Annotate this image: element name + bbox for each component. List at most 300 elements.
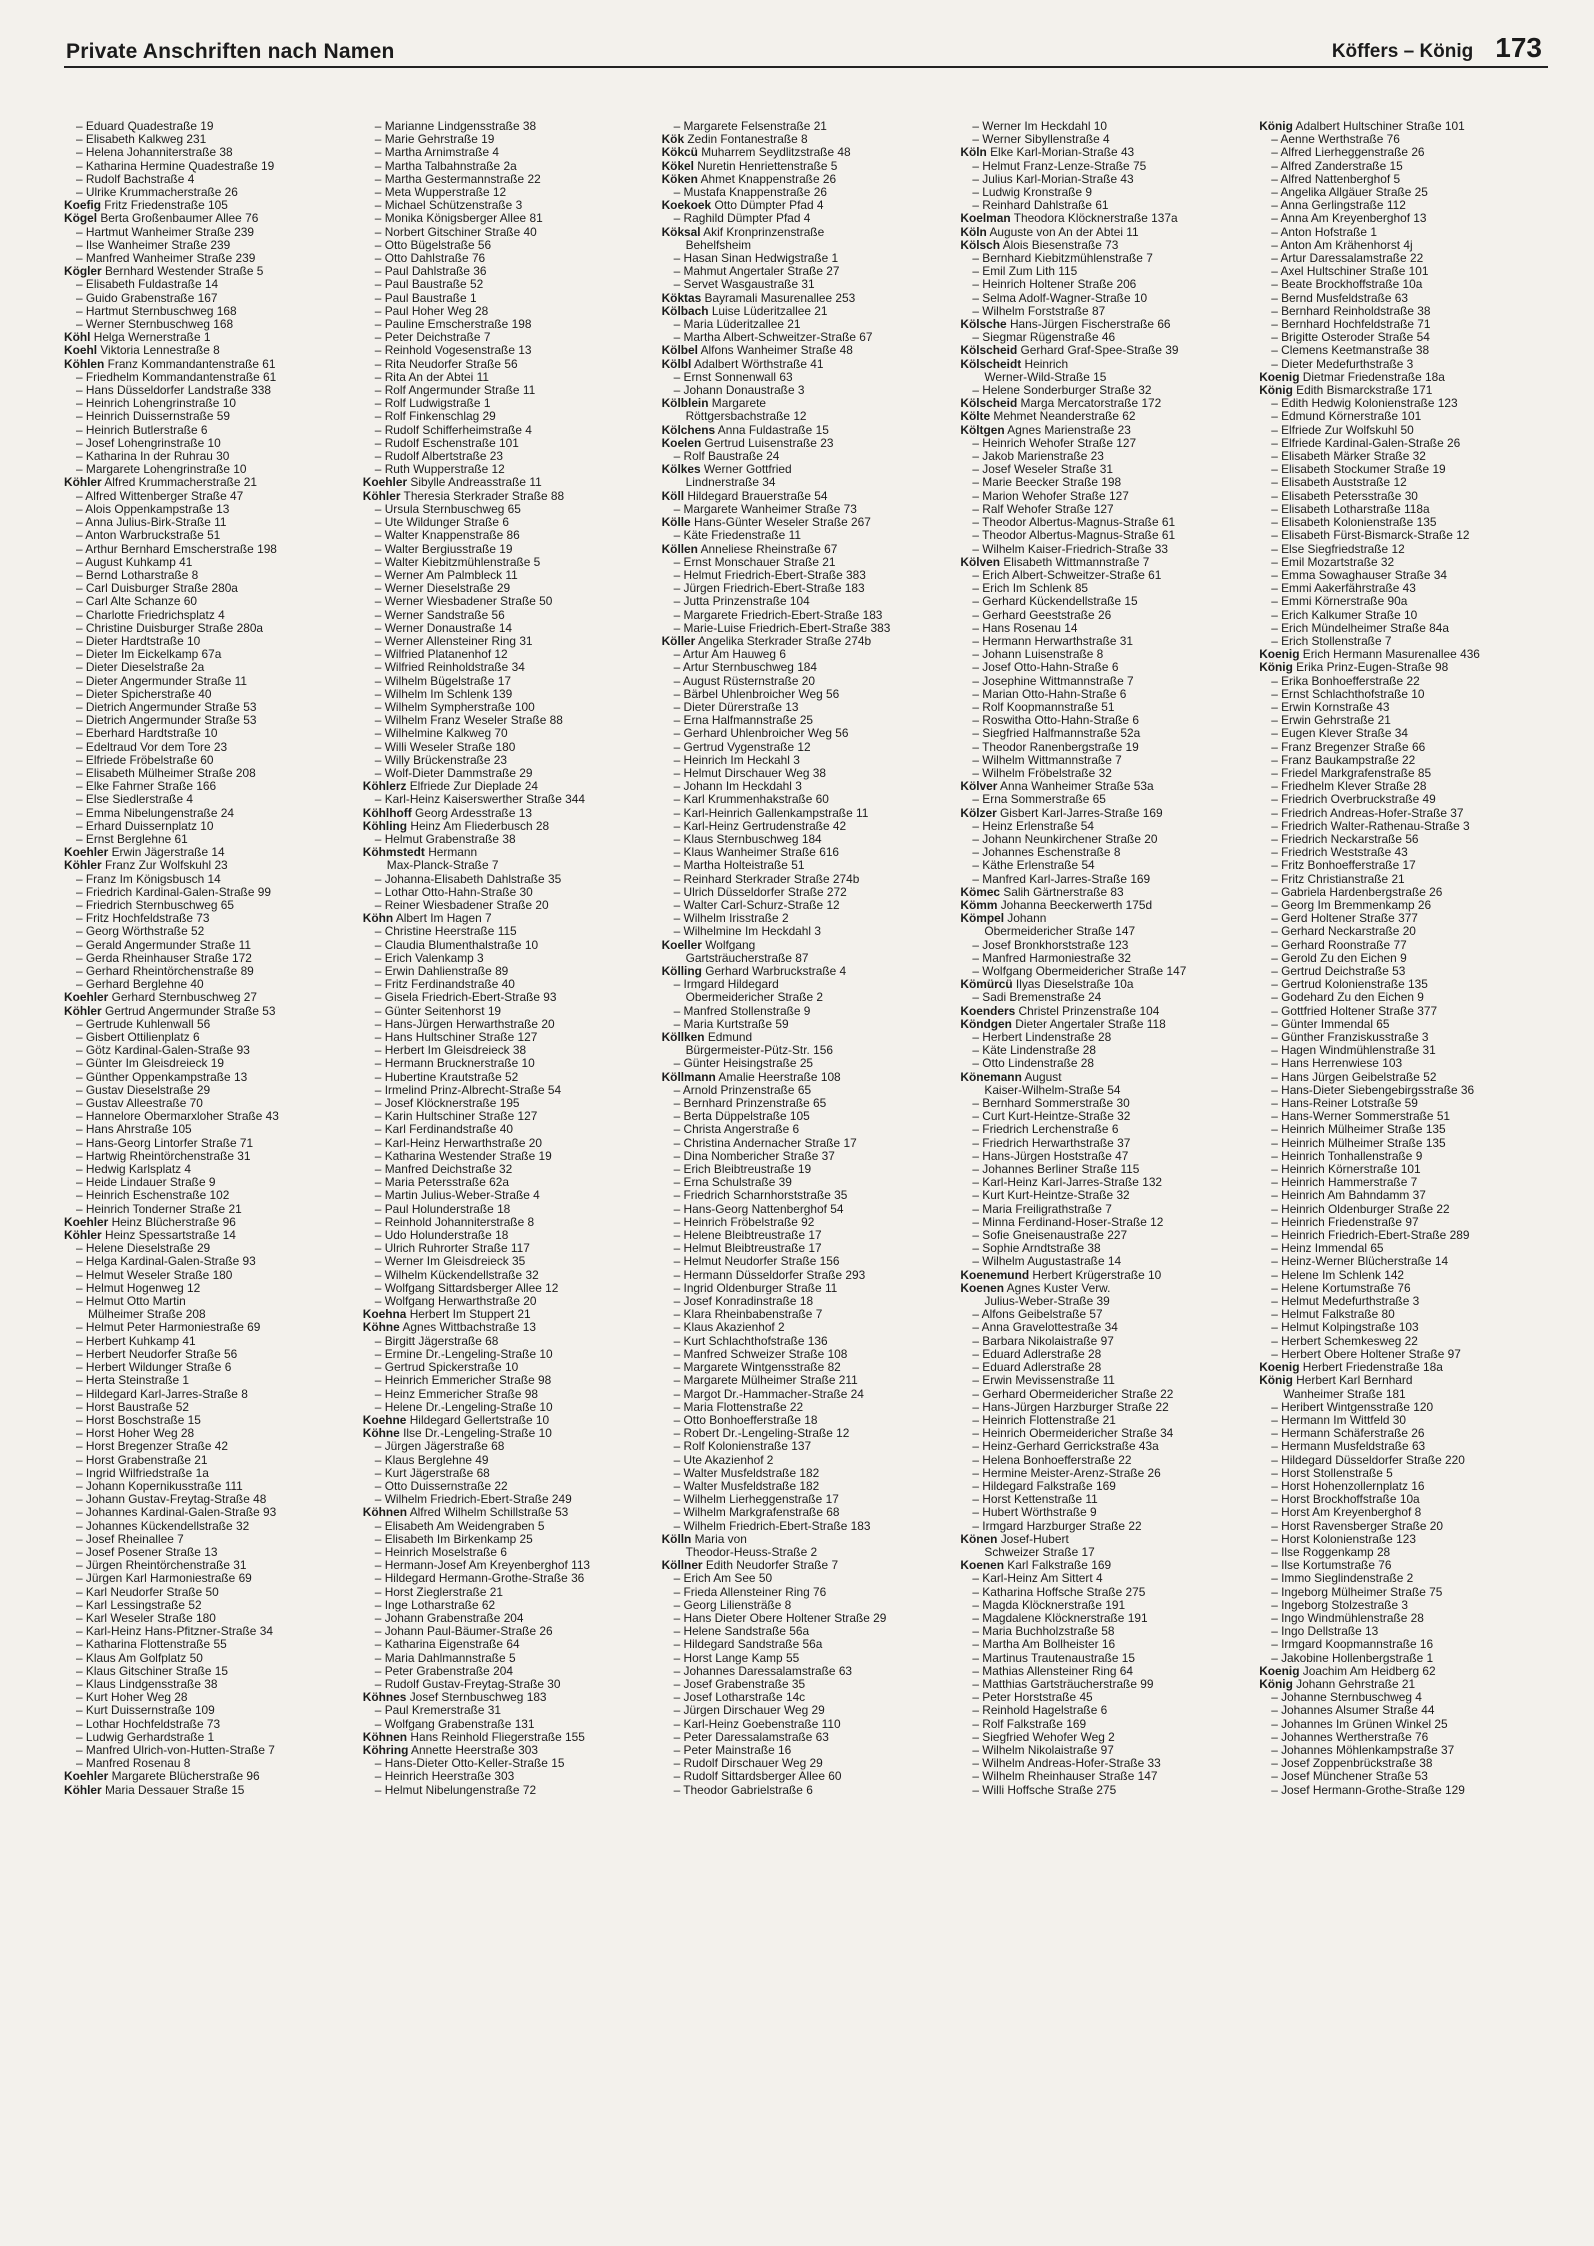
person-entry: – Elisabeth Fürst-Bismarck-Straße 12: [1271, 528, 1470, 543]
person-entry: – Anna Gravelottestraße 34: [972, 1320, 1118, 1335]
entry-text: Herbert Karl Bernhard: [1292, 1373, 1413, 1388]
person-entry: – Else Siedlerstraße 4: [76, 792, 193, 807]
person-entry: – Reiner Wiesbadener Straße 20: [374, 897, 549, 912]
person-entry: – Christine Heerstraße 115: [374, 924, 517, 939]
person-entry: – Herbert Wildunger Straße 6: [76, 1360, 232, 1375]
person-entry: – Jürgen Friedrich-Ebert-Straße 183: [673, 581, 865, 596]
person-entry: – Wilhelmine Im Heckdahl 3: [673, 924, 821, 939]
person-entry: – Wilhelm Andreas-Hofer-Straße 33: [972, 1756, 1161, 1771]
person-entry: – Berta Düppelstraße 105: [673, 1109, 810, 1124]
surname: Köllen: [661, 541, 698, 556]
surname: Köhl: [64, 330, 91, 345]
entry-text: Erika Prinz-Eugen-Straße 98: [1292, 660, 1449, 675]
person-entry: – Klaus Lindgensstraße 38: [76, 1676, 218, 1691]
person-entry: – Elisabeth Fuldastraße 14: [76, 277, 219, 292]
entry-text: Muharrem Seydlitzstraße 48: [697, 145, 851, 160]
surname-entry: [1259, 661, 1548, 674]
person-entry: – Selma Adolf-Wagner-Straße 10: [972, 290, 1148, 305]
person-entry: – Hildegard Falkstraße 169: [972, 1478, 1116, 1493]
person-entry: – Marie Beecker Straße 198: [972, 475, 1122, 490]
surname: Koenig: [1259, 369, 1300, 384]
person-entry: – Heinrich Hammerstraße 7: [1271, 1175, 1418, 1190]
person-entry: – Paul Baustraße 52: [374, 277, 484, 292]
person-entry: – Elfriede Kardinal-Galen-Straße 26: [1271, 435, 1461, 450]
person-entry: – Robert Dr.-Lengeling-Straße 12: [673, 1426, 850, 1441]
person-entry: – Angelika Allgäuer Straße 25: [1271, 185, 1428, 200]
person-entry: – Maria Freiligrathstraße 7: [972, 1201, 1112, 1216]
person-entry: – Friedhelm Klever Straße 28: [1271, 779, 1427, 794]
person-entry: – Reinhard Dahlstraße 61: [972, 198, 1109, 213]
entry-text: Otto Dümpter Pfad 4: [711, 198, 824, 213]
entry-text: Albert Im Hagen 7: [393, 911, 492, 926]
surname: Koeller: [661, 937, 702, 952]
surname: Kölbl: [661, 356, 692, 371]
person-entry: – Margarete Felsenstraße 21: [673, 120, 827, 133]
person-entry: – Helene Dieselstraße 29: [76, 1241, 211, 1256]
listing-column: [1259, 120, 1548, 1797]
person-entry: – Hermann-Josef Am Kreyenberghof 113: [374, 1558, 591, 1573]
entry-text: Alfred Krummacherstraße 21: [101, 475, 257, 490]
person-entry: – Heinrich Wehofer Straße 127: [972, 435, 1137, 450]
entry-text: Dietmar Friedenstraße 18a: [1299, 369, 1445, 384]
person-entry: – Erwin Kornstraße 43: [1271, 699, 1390, 714]
person-entry: – Friedrich Weststraße 43: [1271, 845, 1408, 860]
person-entry: – Maria Buchholzstraße 58: [972, 1624, 1115, 1639]
surname: Koehna: [362, 1307, 407, 1322]
surname: Köken: [661, 171, 698, 186]
person-entry: – Werner Donaustraße 14: [374, 620, 513, 635]
person-entry: – Heinrich Duissernstraße 59: [76, 409, 230, 424]
person-entry: – Friedrich Sternbuschweg 65: [76, 897, 234, 912]
person-entry: – Heinz-Werner Blücherstraße 14: [1271, 1254, 1449, 1269]
surname: Koehler: [64, 990, 109, 1005]
person-entry: – Horst Bregenzer Straße 42: [76, 1439, 229, 1454]
surname: Köll: [661, 488, 685, 503]
person-entry: – Marie Gehrstraße 19: [374, 132, 495, 147]
person-entry: – Martha Am Bollheister 16: [972, 1637, 1116, 1652]
entry-text: Akif Kronprinzenstraße: [700, 224, 825, 239]
entry-text: Alois Biesenstraße 73: [1000, 237, 1119, 252]
entry-text: Gerhard Warbruckstraße 4: [701, 964, 847, 978]
person-entry: – Gerhard Roonstraße 77: [1271, 937, 1407, 952]
entry-text: Josef-Hubert: [997, 1531, 1069, 1546]
entry-text: Annette Heerstraße 303: [408, 1742, 538, 1757]
person-entry: – Heinrich Am Bahndamm 37: [1271, 1188, 1426, 1203]
person-entry: – Erich Im Schlenk 85: [972, 581, 1089, 596]
person-entry: – Klaus Akazienhof 2: [673, 1320, 785, 1335]
person-entry: – Manfred Deichstraße 32: [374, 1162, 513, 1177]
person-entry: – Eduard Adlerstraße 28: [972, 1346, 1102, 1361]
person-entry: – Wilhelm Rheinhauser Straße 147: [972, 1769, 1158, 1784]
person-entry: – Marian Otto-Hahn-Straße 6: [972, 686, 1127, 701]
person-entry: – Johannes Berliner Straße 115: [972, 1162, 1140, 1177]
person-entry: – Helene Kortumstraße 76: [1271, 1280, 1411, 1295]
entry-text: Elfriede Zur Dieplade 24: [406, 779, 538, 794]
person-entry: – Udo Holunderstraße 18: [374, 1228, 509, 1243]
surname: Köhlen: [64, 356, 105, 371]
person-entry: – Karl Ferdinandstraße 40: [374, 1122, 513, 1137]
person-entry: – Artur Daressalamstraße 22: [1271, 251, 1424, 266]
person-entry: – Friedrich Overbruckstraße 49: [1271, 792, 1436, 807]
entry-text: Franz Kommandantenstraße 61: [104, 356, 276, 371]
person-entry: – Gerold Zu den Eichen 9: [1271, 950, 1407, 965]
person-entry: – Werner Dieselstraße 29: [374, 581, 511, 596]
header-right: [1332, 32, 1542, 64]
person-entry: – Wilhelm Wittmannstraße 7: [972, 752, 1122, 767]
surname: Koehler: [64, 845, 109, 860]
surname-entry: [363, 490, 652, 503]
entry-text: Bernhard Westender Straße 5: [101, 264, 264, 279]
surname: Koefig: [64, 198, 101, 213]
person-entry: – Marion Wehofer Straße 127: [972, 488, 1129, 503]
person-entry: – Heinrich Flottenstraße 21: [972, 1412, 1116, 1427]
entry-text: August: [1021, 1069, 1062, 1084]
person-entry: – Hans Jürgen Geibelstraße 52: [1271, 1069, 1437, 1084]
person-entry: – Barbara Nikolaistraße 97: [972, 1333, 1114, 1348]
person-entry: – Ludwig Gerhardstraße 1: [76, 1729, 215, 1744]
person-entry: – Helmut Nibelungenstraße 72: [374, 1782, 537, 1797]
surname-entry: [64, 358, 353, 371]
person-entry: – Immo Sieglindenstraße 2: [1271, 1571, 1414, 1586]
surname-entry: [662, 490, 951, 503]
listing-column: [960, 120, 1249, 1797]
entry-text: Auguste von An der Abtei 11: [986, 224, 1139, 239]
person-entry: – Johannes Eschenstraße 8: [972, 845, 1121, 860]
person-entry: – Ermine Dr.-Lengeling-Straße 10: [374, 1346, 553, 1361]
entry-text: Luise Lüderitzallee 21: [708, 303, 828, 318]
person-entry: – Bernhard Prinzenstraße 65: [673, 1096, 827, 1111]
person-entry: – Heinrich Moselstraße 6: [374, 1544, 507, 1559]
person-entry: – Heinrich Heerstraße 303: [374, 1769, 515, 1784]
entry-text: Adalbert Hultschiner Straße 101: [1292, 120, 1465, 133]
entry-text: Karl Falkstraße 169: [1004, 1558, 1112, 1573]
entry-text: Anna Fuldastraße 15: [715, 422, 829, 437]
surname: Kök: [661, 132, 685, 147]
person-entry: – Gerd Holtener Straße 377: [1271, 911, 1418, 926]
person-entry: – Axel Hultschiner Straße 101: [1271, 264, 1429, 279]
person-entry: – Kurt Duissernstraße 109: [76, 1703, 215, 1718]
person-entry: – Magdalene Klöcknerstraße 191: [972, 1610, 1148, 1625]
person-entry: – Hannelore Obermarxloher Straße 43: [76, 1109, 279, 1124]
person-entry: – Werner Allensteiner Ring 31: [374, 633, 533, 648]
surname: Kölbach: [661, 303, 709, 318]
person-entry: – Erich Bleibtreustraße 19: [673, 1162, 812, 1177]
surname: Köhnen: [362, 1729, 408, 1744]
person-entry: – Reinhard Sterkrader Straße 274b: [673, 871, 860, 886]
surname-entry: [64, 1005, 353, 1018]
person-entry: – Peter Grabenstraße 204: [374, 1663, 513, 1678]
person-entry: – Helmut Kolpingstraße 103: [1271, 1320, 1419, 1335]
person-entry: – Bärbel Uhlenbroicher Weg 56: [673, 686, 840, 701]
person-entry: – Hermann Schäferstraße 26: [1271, 1426, 1425, 1441]
person-entry: – Sadi Bremenstraße 24: [972, 990, 1102, 1005]
person-entry: – Gerda Rheinhauser Straße 172: [76, 950, 252, 965]
person-entry: – Otto Duissernstraße 22: [374, 1478, 508, 1493]
person-entry: – Hildegard Sandstraße 56a: [673, 1637, 823, 1652]
person-entry: – Herbert Lindenstraße 28: [972, 1030, 1112, 1045]
person-entry: – Helena Johanniterstraße 38: [76, 145, 233, 160]
person-entry: – Karl Neudorfer Straße 50: [76, 1584, 219, 1599]
surname-entry: [662, 939, 951, 952]
person-entry: – Horst Lange Kamp 55: [673, 1650, 800, 1665]
entry-text: Viktoria Lennestraße 8: [97, 343, 220, 358]
person-entry: – Carl Duisburger Straße 280a: [76, 581, 238, 596]
surname: Koehne: [362, 1412, 407, 1427]
surname-entry: [64, 476, 353, 489]
person-entry: – Gabriela Hardenbergstraße 26: [1271, 884, 1443, 899]
surname: Költe: [960, 409, 991, 424]
person-entry: – Friedhelm Kommandantenstraße 61: [76, 369, 277, 384]
person-entry: – Hans Herrenwiese 103: [1271, 1056, 1403, 1071]
person-entry: – Elisabeth Petersstraße 30: [1271, 488, 1418, 503]
person-entry: – Heinrich Im Heckahl 3: [673, 752, 800, 767]
surname: Kökel: [661, 158, 694, 173]
person-entry: – Peter Daressalamstraße 63: [673, 1729, 829, 1744]
surname: Köktas: [661, 290, 702, 305]
person-entry: – Mathias Allensteiner Ring 64: [972, 1663, 1134, 1678]
person-entry: – Werner Sibyllenstraße 4: [972, 132, 1110, 147]
surname: Köln: [960, 145, 987, 160]
entry-text: Gisbert Karl-Jarres-Straße 169: [996, 805, 1163, 820]
person-entry: – Elisabeth Stockumer Straße 19: [1271, 462, 1446, 477]
person-entry: – Hans-Jürgen Hoststraße 47: [972, 1148, 1129, 1163]
person-entry: – Horst Stollenstraße 5: [1271, 1465, 1393, 1480]
person-entry: – Karl-Heinz Herwarthstraße 20: [374, 1135, 542, 1150]
person-entry: – Ilse Roggenkamp 28: [1271, 1544, 1391, 1559]
entry-text: Heinz Spessartstraße 14: [101, 1228, 236, 1243]
entry-text: Heinz Am Fliederbusch 28: [407, 818, 550, 833]
surname: Koenemund: [960, 1267, 1030, 1282]
person-entry: – Rudolf Eschenstraße 101: [374, 435, 519, 450]
entry-text: Edith Bismarckstraße 171: [1292, 383, 1433, 398]
person-entry: – Curt Kurt-Heintze-Straße 32: [972, 1109, 1131, 1124]
person-entry: – Ulrich Düsseldorfer Straße 272: [673, 884, 847, 899]
surname: König: [1259, 383, 1293, 398]
person-entry: – Wilhelm Friedrich-Ebert-Straße 183: [673, 1518, 871, 1533]
person-entry: – Josef Rheinallee 7: [76, 1531, 184, 1546]
surname: König: [1259, 1373, 1293, 1388]
entry-text: Theresia Sterkrader Straße 88: [400, 488, 565, 503]
person-entry: – Friedrich Andreas-Hofer-Straße 37: [1271, 805, 1464, 820]
person-entry: – Wilhelm Friedrich-Ebert-Straße 249: [374, 1492, 572, 1507]
entry-continuation: Mülheimer Straße 208: [88, 1307, 206, 1322]
person-entry: – Helene Dr.-Lengeling-Straße 10: [374, 1399, 553, 1414]
person-entry: – Gerhard Geeststraße 26: [972, 607, 1112, 622]
person-entry: – Heinrich Emmericher Straße 98: [374, 1373, 552, 1388]
person-entry: – August Rüsternstraße 20: [673, 673, 816, 688]
entry-text: Johann: [1004, 911, 1047, 926]
person-entry: – Gustav Dieselstraße 29: [76, 1082, 211, 1097]
person-entry: – Ernst Monschauer Straße 21: [673, 554, 836, 569]
surname-entry: [363, 1506, 652, 1519]
person-entry: – Ulrich Ruhrorter Straße 117: [374, 1241, 530, 1256]
surname-entry: [1259, 1374, 1548, 1387]
person-entry: – Jakob Marienstraße 23: [972, 449, 1104, 464]
person-entry: – Dieter Dürerstraße 13: [673, 699, 799, 714]
person-entry: – Heinrich Butlerstraße 6: [76, 422, 208, 437]
entry-text: Nuretin Henriettenstraße 5: [693, 158, 838, 173]
person-entry: – Horst Hohenzollernplatz 16: [1271, 1478, 1425, 1493]
person-entry: – Wilhelm Augustastraße 14: [972, 1254, 1122, 1269]
person-entry: – Dieter Angermunder Straße 11: [76, 673, 247, 688]
person-entry: – Ingo Windmühlenstraße 28: [1271, 1610, 1424, 1625]
surname: Kölzer: [960, 805, 997, 820]
entry-text: Margarete Blücherstraße 96: [108, 1769, 260, 1784]
person-entry: – Hans-Dieter Siebengebirgsstraße 36: [1271, 1082, 1475, 1097]
surname: Köhler: [64, 1228, 102, 1243]
surname: Kölscheid: [960, 343, 1018, 358]
entry-continuation: Max-Planck-Straße 7: [386, 858, 499, 873]
person-entry: – Helmut Falkstraße 80: [1271, 1307, 1395, 1322]
person-entry: – Monika Königsberger Allee 81: [374, 211, 543, 226]
surname: Könen: [960, 1531, 998, 1546]
person-entry: – Josef Lohengrinstraße 10: [76, 435, 221, 450]
person-entry: – Ilse Kortumstraße 76: [1271, 1558, 1392, 1573]
person-entry: – Herta Steinstraße 1: [76, 1373, 190, 1388]
surname: Könemann: [960, 1069, 1022, 1084]
person-entry: – Josef Konradinstraße 18: [673, 1294, 814, 1309]
person-entry: – Paul Dahlstraße 36: [374, 264, 487, 279]
person-entry: – Horst Ravensberger Straße 20: [1271, 1518, 1444, 1533]
person-entry: – Helmut Medefurthstraße 3: [1271, 1294, 1420, 1309]
person-entry: – Heinrich Oldenburger Straße 22: [1271, 1201, 1450, 1216]
person-entry: – Günter Heisingstraße 25: [673, 1056, 814, 1071]
person-entry: – Karl-Heinz Hans-Pfitzner-Straße 34: [76, 1624, 273, 1639]
person-entry: – Claudia Blumenthalstraße 10: [374, 937, 539, 952]
person-entry: – Hasan Sinan Hedwigstraße 1: [673, 251, 839, 266]
person-entry: – Bernd Musfeldstraße 63: [1271, 290, 1408, 305]
person-entry: – Christa Angerstraße 6: [673, 1122, 800, 1137]
person-entry: – Ingeborg Stolzestraße 3: [1271, 1597, 1409, 1612]
person-entry: – Dietrich Angermunder Straße 53: [76, 713, 257, 728]
person-entry: – Marie-Luise Friedrich-Ebert-Straße 383: [673, 620, 891, 635]
person-entry: – Josef Zoppenbrückstraße 38: [1271, 1756, 1433, 1771]
surname-entry: [960, 1071, 1249, 1084]
entry-text: Werner Gottfried: [700, 462, 792, 477]
entry-text: Ilse Dr.-Lengeling-Straße 10: [399, 1426, 552, 1441]
person-entry: – Bernhard Hochfeldstraße 71: [1271, 317, 1431, 332]
surname: Kölle: [661, 515, 691, 530]
person-entry: – Wilhelm Sympherstraße 100: [374, 699, 535, 714]
person-entry: – Siegfried Wehofer Weg 2: [972, 1729, 1115, 1744]
person-entry: – Erwin Mevissenstraße 11: [972, 1373, 1115, 1388]
entry-continuation: Röttgersbachstraße 12: [685, 409, 807, 424]
person-entry: – Karl-Heinz Goebenstraße 110: [673, 1716, 841, 1731]
person-entry: – Beate Brockhoffstraße 10a: [1271, 277, 1423, 292]
entry-text: Joachim Am Heidberg 62: [1299, 1663, 1436, 1678]
person-entry: – Helmut Grabenstraße 38: [374, 831, 516, 846]
person-entry: – Rudolf Dirschauer Weg 29: [673, 1756, 823, 1771]
person-entry: – Dieter Dieselstraße 2a: [76, 660, 205, 675]
surname: Koelen: [661, 435, 702, 450]
person-entry: – Gerhard Neckarstraße 20: [1271, 924, 1416, 939]
person-entry: – Heinrich Tonderner Straße 21: [76, 1201, 242, 1216]
entry-text: Marga Mercatorstraße 172: [1017, 396, 1162, 411]
person-entry: – Helene Sonderburger Straße 32: [972, 383, 1152, 398]
person-entry: – Elfriede Zur Wolfskuhl 50: [1271, 422, 1414, 437]
surname: Koenig: [1259, 647, 1300, 662]
person-entry: – Michael Schützenstraße 3: [374, 198, 523, 213]
surname: Köhmstedt: [362, 845, 425, 860]
person-entry: – Dieter Medefurthstraße 3: [1271, 356, 1414, 371]
person-entry: – Gerhard Obermeidericher Straße 22: [972, 1386, 1174, 1401]
person-entry: – Horst Grabenstraße 21: [76, 1452, 208, 1467]
person-entry: – Fritz Ferdinandstraße 40: [374, 977, 515, 992]
person-entry: – Hans Rosenau 14: [972, 620, 1078, 635]
surname: Köllken: [661, 1030, 705, 1045]
person-entry: – Manfred Harmoniestraße 32: [972, 950, 1132, 965]
person-entry: – Helmut Weseler Straße 180: [76, 1267, 233, 1282]
person-entry: – Paul Holunderstraße 18: [374, 1201, 511, 1216]
surname: Kögel: [64, 211, 98, 226]
person-entry: – Ute Akazienhof 2: [673, 1452, 774, 1467]
surname: Köhler: [64, 1782, 102, 1797]
entry-text: Elisabeth Wittmannstraße 7: [1000, 554, 1150, 569]
person-entry: – Georg Im Bremmenkamp 26: [1271, 897, 1432, 912]
person-entry: – Jürgen Karl Harmoniestraße 69: [76, 1571, 252, 1586]
person-entry: – Gerhard Berglehne 40: [76, 977, 204, 992]
person-entry: – Karl Weseler Straße 180: [76, 1610, 216, 1625]
person-entry: – Martha Talbahnstraße 2a: [374, 158, 517, 173]
person-entry: – Martha Gestermannstraße 22: [374, 171, 541, 186]
person-entry: – Frieda Allensteiner Ring 76: [673, 1584, 827, 1599]
surname-entry: [363, 820, 652, 833]
entry-text: Erich Hermann Masurenallee 436: [1299, 647, 1480, 662]
person-entry: – Irmgard Hildegard: [673, 977, 779, 992]
section-title: Private Anschriften nach Namen: [66, 40, 395, 63]
entry-text: Gerhard Sternbuschweg 27: [108, 990, 258, 1005]
person-entry: – Helmut Dirschauer Weg 38: [673, 765, 827, 780]
name-range: Köffers – König: [1331, 41, 1474, 62]
person-entry: – Werner Wiesbadener Straße 50: [374, 594, 553, 609]
surname: Kölven: [960, 554, 1001, 569]
person-entry: – Heinrich Tonhallenstraße 9: [1271, 1148, 1423, 1163]
person-entry: – Anton Hofstraße 1: [1271, 224, 1377, 239]
page-number: 173: [1495, 32, 1542, 63]
person-entry: – Manfred Rosenau 8: [76, 1756, 191, 1771]
person-entry: – Hagen Windmühlenstraße 31: [1271, 1043, 1436, 1058]
person-entry: – Wilhelm Fröbelstraße 32: [972, 765, 1112, 780]
person-entry: – Karl Lessingstraße 52: [76, 1597, 202, 1612]
person-entry: – Johann Gustav-Freytag-Straße 48: [76, 1492, 267, 1507]
surname: Költgen: [960, 422, 1005, 437]
person-entry: – Manfred Schweizer Straße 108: [673, 1346, 848, 1361]
person-entry: – Eduard Adlerstraße 28: [972, 1360, 1102, 1375]
person-entry: – Rita Neudorfer Straße 56: [374, 356, 518, 371]
surname-entry: [960, 556, 1249, 569]
entry-text: Herbert Friedenstraße 18a: [1299, 1360, 1443, 1375]
person-entry: – Gerhard Kückendellstraße 15: [972, 594, 1138, 609]
person-entry: – Heinrich Friedrich-Ebert-Straße 289: [1271, 1228, 1470, 1243]
person-entry: – Otto Dahlstraße 76: [374, 251, 486, 266]
person-entry: – Kurt Schlachthofstraße 136: [673, 1333, 828, 1348]
surname-entry: [960, 146, 1249, 159]
entry-continuation: Obermeidericher Straße 147: [984, 924, 1136, 939]
person-entry: – Gertrud Vygenstraße 12: [673, 739, 811, 754]
person-entry: – Martha Holteistraße 51: [673, 858, 805, 873]
person-entry: – Reinhold Johanniterstraße 8: [374, 1214, 535, 1229]
entry-text: Salih Gärtnerstraße 83: [1000, 884, 1124, 899]
person-entry: – Irmgard Koopmannstraße 16: [1271, 1637, 1434, 1652]
person-entry: – Walter Carl-Schurz-Straße 12: [673, 897, 840, 912]
person-entry: – Erich Mündelheimer Straße 84a: [1271, 620, 1449, 635]
person-entry: – Johannes Kückendellstraße 32: [76, 1518, 250, 1533]
surname: Köhler: [64, 475, 102, 490]
person-entry: – Erna Schulstraße 39: [673, 1175, 792, 1190]
person-entry: – Hans-Dieter Otto-Keller-Straße 15: [374, 1756, 565, 1771]
person-entry: – Karl Krummenhakstraße 60: [673, 792, 829, 807]
person-entry: – Otto Lindenstraße 28: [972, 1056, 1095, 1071]
